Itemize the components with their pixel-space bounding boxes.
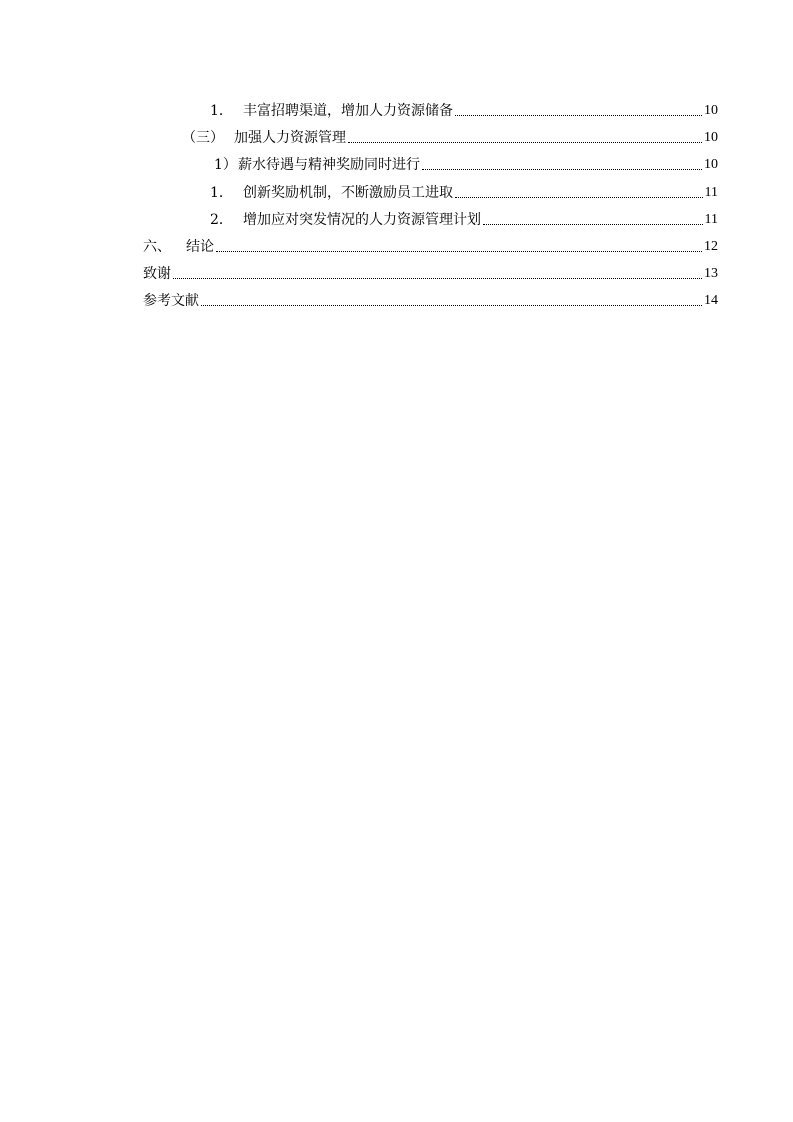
- toc-entry-title: 致谢: [143, 266, 171, 282]
- toc-entry-page: 13: [704, 266, 718, 281]
- toc-entry[interactable]: [143, 234, 718, 256]
- toc-entry-number: 1．: [210, 103, 233, 119]
- toc-entry-number: 2．: [210, 212, 233, 228]
- toc-leader-dots: [348, 141, 702, 143]
- toc-entry[interactable]: [210, 98, 718, 120]
- toc-entry-number: 1）: [214, 157, 237, 173]
- toc-leader-dots: [201, 304, 702, 306]
- toc-entry-page: 11: [704, 212, 718, 227]
- toc-entry-page: 10: [704, 157, 718, 172]
- toc-entry-page: 11: [704, 185, 718, 200]
- toc-entry-number: 1．: [210, 185, 233, 201]
- toc-entry-title: 参考文献: [143, 293, 199, 309]
- toc-entry-number: 六、: [143, 239, 171, 255]
- toc-entry[interactable]: [210, 207, 718, 229]
- toc-entry-number: （三）: [182, 130, 224, 146]
- toc-entry-page: 14: [704, 293, 718, 308]
- toc-entry-page: 12: [704, 239, 718, 254]
- toc-leader-dots: [455, 114, 702, 116]
- toc-leader-dots: [216, 250, 702, 252]
- toc-leader-dots: [173, 277, 702, 279]
- toc-leader-dots: [455, 196, 703, 198]
- toc-entry-title: 创新奖励机制，不断激励员工进取: [243, 185, 453, 201]
- toc-entry-page: 10: [704, 130, 718, 145]
- toc-entry[interactable]: [214, 152, 718, 174]
- toc-entry-title: 结论: [186, 239, 214, 255]
- toc-entry[interactable]: [210, 180, 718, 202]
- toc-entry[interactable]: [182, 125, 718, 147]
- toc-entry-title: 薪水待遇与精神奖励同时进行: [238, 157, 420, 173]
- toc-entry[interactable]: [143, 261, 718, 283]
- toc-entry[interactable]: [143, 288, 718, 310]
- toc-entry-title: 丰富招聘渠道，增加人力资源储备: [243, 103, 453, 119]
- toc-entry-page: 10: [704, 103, 718, 118]
- toc-leader-dots: [483, 223, 703, 225]
- toc-entry-title: 增加应对突发情况的人力资源管理计划: [243, 212, 481, 228]
- toc-entry-title: 加强人力资源管理: [234, 130, 346, 146]
- toc-leader-dots: [422, 168, 702, 170]
